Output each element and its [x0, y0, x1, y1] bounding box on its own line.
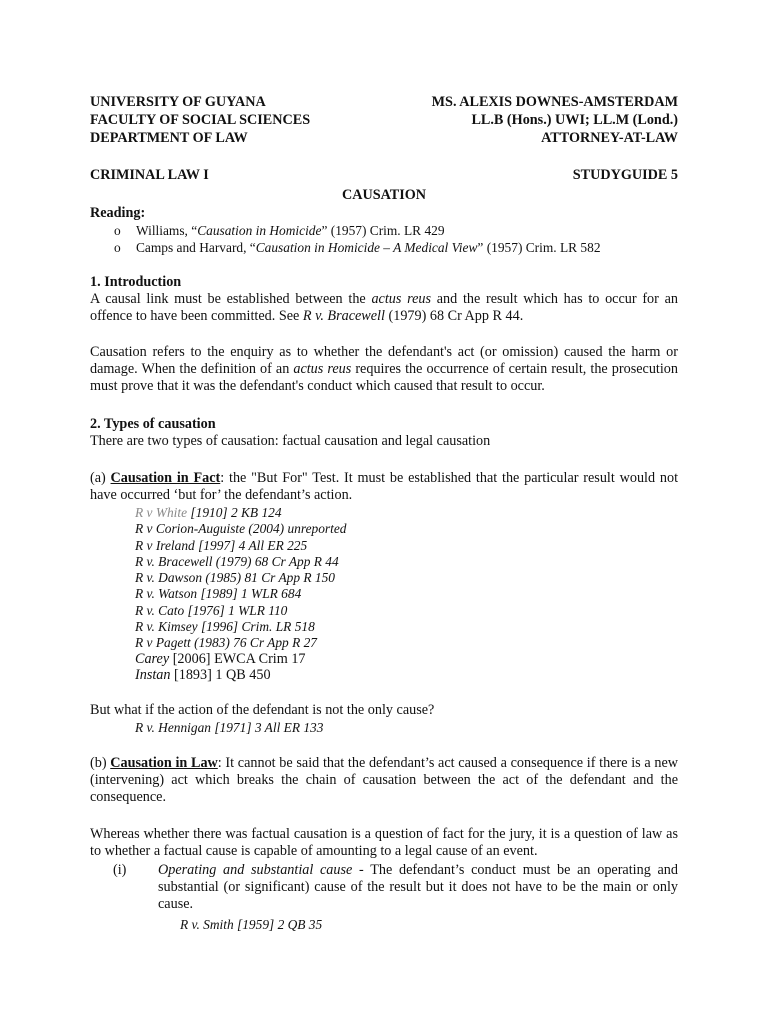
- question-case-list: [135, 719, 323, 735]
- document-title: CAUSATION: [341, 187, 427, 203]
- item-label: (b): [90, 755, 111, 771]
- studyguide-number: STUDYGUIDE 5: [572, 167, 678, 183]
- lecturer-qualifications: LL.B (Hons.) UWI; LL.M (Lond.): [471, 112, 678, 128]
- fact-case-list: [135, 504, 347, 683]
- faculty-name: FACULTY OF SOCIAL SCIENCES: [90, 112, 311, 128]
- operating-cause-paragraph: [158, 862, 678, 913]
- university-name: UNIVERSITY OF GUYANA: [90, 94, 266, 110]
- reading-item-text: Williams, “: [136, 223, 198, 238]
- section-heading-types: 2. Types of causation: [90, 416, 216, 432]
- text-run: : It cannot be said that the defendant’s act caused a consequence if there is a new (intervening) act which breaks the chain of causation between the act of the defendant and the consequence.: [90, 755, 678, 805]
- types-paragraph: There are two types of causation: factual causation and legal causation: [90, 433, 491, 449]
- intro-paragraph-1: [90, 291, 678, 325]
- case-item: [135, 504, 347, 520]
- text-run: requires the occurrence of certain result, the prosecution must prove that it was the defendant's conduct which caused that result to occur.: [90, 361, 678, 394]
- case-name: Carey: [135, 650, 170, 667]
- case-item: R v. Hennigan [1971] 3 All ER 133: [135, 720, 324, 735]
- reading-item-title: Causation in Homicide: [197, 223, 322, 238]
- case-item: R v Corion-Auguiste (2004) unreported: [135, 521, 347, 537]
- case-item: R v. Bracewell (1979) 68 Cr App R 44: [135, 553, 339, 569]
- course-line: [90, 167, 678, 184]
- bullet-icon: o: [114, 223, 121, 238]
- bullet-icon: o: [114, 240, 121, 255]
- law-paragraph: [90, 755, 678, 806]
- term-causation-in-law: Causation in Law: [110, 755, 218, 771]
- department-name: DEPARTMENT OF LAW: [90, 130, 248, 146]
- text-run: A causal link must be established between the: [90, 291, 372, 307]
- lecturer-title: ATTORNEY-AT-LAW: [541, 130, 678, 146]
- case-citation: [1893] 1 QB 450: [170, 666, 271, 683]
- intro-paragraph-2: [90, 344, 678, 395]
- case-item: R v Ireland [1997] 4 All ER 225: [135, 537, 308, 553]
- course-name: CRIMINAL LAW I: [90, 167, 209, 183]
- case-item: R v. Cato [1976] 1 WLR 110: [135, 602, 288, 618]
- reading-item-title: Causation in Homicide – A Medical View: [255, 240, 478, 255]
- text-run: Causation refers to the enquiry as to whether the defendant's act (or omission) caused the harm or damage. When the definition of an: [90, 344, 678, 377]
- header-line-1: [90, 94, 678, 111]
- term-causation-in-fact: Causation in Fact: [110, 470, 221, 486]
- reading-item-citation: ” (1957) Crim. LR 429: [321, 223, 445, 238]
- principle-name: Operating and substantial cause: [158, 862, 353, 878]
- case-citation: (1979) 68 Cr App R 44.: [384, 308, 524, 324]
- lecturer-name: MS. ALEXIS DOWNES-AMSTERDAM: [431, 94, 678, 110]
- reading-item-citation: ” (1957) Crim. LR 582: [477, 240, 601, 255]
- case-item: [135, 667, 347, 683]
- case-item: R v. Smith [1959] 2 QB 35: [180, 917, 323, 932]
- case-name: Instan: [135, 666, 171, 683]
- fact-paragraph: [90, 470, 678, 504]
- law-paragraph-2: Whereas whether there was factual causation is a question of fact for the jury, it is a question of law as to whether a factual cause is capable of amounting to a legal cause of an event.: [90, 826, 678, 859]
- text-run: : the "But For" Test. It must be established that the particular result would not have occurred ‘but for’ the defendant’s action.: [90, 470, 679, 503]
- reading-label: Reading:: [90, 205, 146, 221]
- case-item: [135, 651, 347, 667]
- text-run: and the result which has to occur for an offence to have been committed. See: [90, 291, 678, 324]
- case-name: R v White: [135, 505, 188, 520]
- text-run: - The defendant’s conduct must be an operating and substantial (or significant) cause of the result but it does not have to be the main or only cause.: [158, 862, 678, 912]
- section-heading-introduction: 1. Introduction: [90, 274, 182, 290]
- list-number: (i): [113, 862, 127, 878]
- case-item: R v Pagett (1983) 76 Cr App R 27: [135, 635, 317, 651]
- question-paragraph: But what if the action of the defendant is not the only cause?: [90, 702, 435, 718]
- item-label: (a): [90, 470, 111, 486]
- case-name: R v. Bracewell: [302, 308, 385, 324]
- header-line-2: [90, 112, 678, 129]
- case-item: R v. Kimsey [1996] Crim. LR 518: [135, 619, 315, 635]
- reading-item-text: Camps and Harvard, “: [136, 240, 256, 255]
- case-citation: [1910] 2 KB 124: [187, 505, 282, 520]
- case-item: R v. Dawson (1985) 81 Cr App R 150: [135, 570, 335, 586]
- case-item: R v. Watson [1989] 1 WLR 684: [135, 586, 302, 602]
- case-citation: [2006] EWCA Crim 17: [169, 650, 306, 667]
- latin-term: actus reus: [371, 291, 432, 307]
- header-line-3: [90, 130, 678, 147]
- latin-term: actus reus: [293, 361, 352, 377]
